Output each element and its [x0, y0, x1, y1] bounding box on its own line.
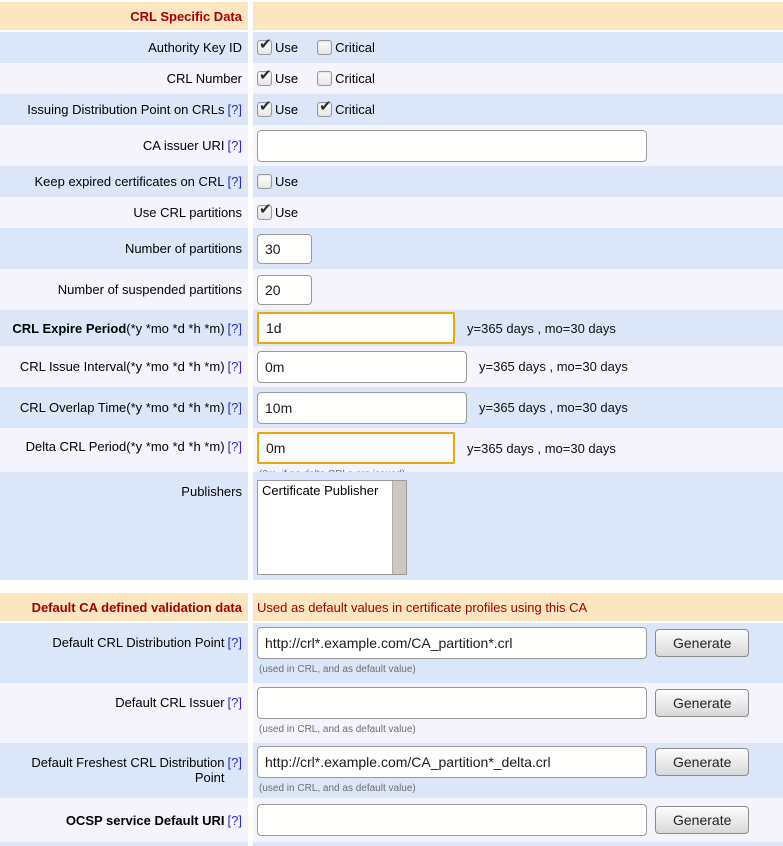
listbox-scrollbar[interactable]	[392, 481, 406, 574]
delta-crl-period-input[interactable]	[257, 432, 455, 464]
critical-checkbox[interactable]	[317, 102, 332, 117]
field-label-bold: OCSP service Default URI	[65, 812, 225, 828]
use-checkbox-label: Use	[275, 205, 299, 220]
crl-issue-interval-input[interactable]	[257, 351, 467, 383]
help-link[interactable]: [?]	[227, 812, 242, 828]
row-ocsp-service-default-uri	[0, 798, 783, 842]
days-hint: y=365 days , mo=30 days	[467, 440, 616, 456]
field-label: Keep expired certificates on CRL	[34, 174, 225, 189]
section-gap	[0, 580, 783, 593]
use-checkbox[interactable]	[257, 102, 272, 117]
help-link[interactable]: [?]	[227, 635, 242, 650]
critical-checkbox-label: Critical	[335, 102, 375, 117]
help-link[interactable]: [?]	[227, 174, 242, 189]
publishers-listbox[interactable]	[257, 480, 407, 575]
row-crl-expire-period	[0, 310, 783, 346]
next-row-sliver	[0, 842, 783, 846]
field-label: Delta CRL Period(*y *mo *d *h *m)	[25, 439, 225, 454]
field-label: CRL Number	[166, 71, 242, 86]
use-checkbox-label: Use	[275, 102, 299, 117]
crl-overlap-time-input[interactable]	[257, 392, 467, 424]
crl-default-note: (used in CRL, and as default value)	[259, 664, 416, 675]
field-label-bold: CRL Expire Period	[12, 320, 127, 336]
row-number-of-suspended-partitions	[0, 269, 783, 310]
section-header-default-validation-data	[0, 593, 783, 621]
field-label: CA issuer URI	[142, 138, 225, 153]
row-keep-expired-certificates	[0, 166, 783, 197]
field-label: Default CRL Distribution Point	[52, 635, 225, 650]
row-default-freshest-crl-distribution-point	[0, 743, 783, 798]
help-link[interactable]: [?]	[227, 755, 242, 770]
days-hint: y=365 days , mo=30 days	[479, 400, 628, 415]
row-default-crl-issuer	[0, 683, 783, 743]
crl-default-note: (used in CRL, and as default value)	[259, 724, 416, 735]
help-link[interactable]: [?]	[227, 102, 242, 117]
use-checkbox-label: Use	[275, 174, 299, 189]
generate-button[interactable]: Generate	[655, 689, 749, 717]
help-link[interactable]: [?]	[227, 439, 242, 454]
ocsp-service-default-uri-input[interactable]	[257, 804, 647, 836]
row-number-of-partitions	[0, 228, 783, 269]
generate-button[interactable]: Generate	[655, 806, 749, 834]
row-authority-key-id	[0, 32, 783, 63]
field-label: Authority Key ID	[148, 40, 242, 55]
row-crl-issue-interval	[0, 346, 783, 387]
default-crl-distribution-point-input[interactable]	[257, 627, 647, 659]
help-link[interactable]: [?]	[227, 320, 242, 336]
field-label-suffix: (*y *mo *d *h *m)	[126, 320, 225, 336]
row-crl-overlap-time	[0, 387, 783, 428]
use-checkbox[interactable]	[257, 205, 272, 220]
row-delta-crl-period	[0, 428, 783, 472]
row-publishers	[0, 472, 783, 580]
number-of-suspended-partitions-input[interactable]	[257, 275, 312, 305]
help-link[interactable]: [?]	[227, 695, 242, 710]
critical-checkbox[interactable]	[317, 71, 332, 86]
field-label: Number of partitions	[124, 241, 242, 256]
generate-button[interactable]: Generate	[655, 748, 749, 776]
use-checkbox[interactable]	[257, 40, 272, 55]
default-freshest-crl-distribution-point-input[interactable]	[257, 746, 647, 778]
generate-button[interactable]: Generate	[655, 629, 749, 657]
row-ca-issuer-uri	[0, 125, 783, 166]
use-checkbox[interactable]	[257, 71, 272, 86]
section-title: CRL Specific Data	[0, 2, 248, 30]
row-issuing-distribution-point	[0, 94, 783, 125]
use-checkbox-label: Use	[275, 40, 299, 55]
field-label: Publishers	[181, 484, 242, 499]
help-link[interactable]: [?]	[227, 359, 242, 374]
ca-issuer-uri-input[interactable]	[257, 130, 647, 162]
help-link[interactable]: [?]	[227, 400, 242, 415]
field-label: Use CRL partitions	[133, 205, 242, 220]
crl-expire-period-input[interactable]	[257, 312, 455, 344]
row-use-crl-partitions	[0, 197, 783, 228]
crl-specific-data-table	[0, 2, 783, 846]
field-label: CRL Overlap Time(*y *mo *d *h *m)	[19, 400, 225, 415]
number-of-partitions-input[interactable]	[257, 234, 312, 264]
days-hint: y=365 days , mo=30 days	[479, 359, 628, 374]
row-default-crl-distribution-point	[0, 623, 783, 683]
section-subtitle: Used as default values in certificate profiles using this CA	[253, 593, 783, 621]
help-link[interactable]: [?]	[227, 138, 242, 153]
field-label: Number of suspended partitions	[57, 282, 242, 297]
field-label: Default CRL Issuer	[115, 695, 225, 710]
default-crl-issuer-input[interactable]	[257, 687, 647, 719]
crl-default-note: (used in CRL, and as default value)	[259, 783, 416, 794]
days-hint: y=365 days , mo=30 days	[467, 320, 616, 336]
critical-checkbox-label: Critical	[335, 71, 375, 86]
critical-checkbox[interactable]	[317, 40, 332, 55]
field-label: CRL Issue Interval(*y *mo *d *h *m)	[19, 359, 225, 374]
use-checkbox-label: Use	[275, 71, 299, 86]
row-crl-number	[0, 63, 783, 94]
section-header-crl-specific-data	[0, 2, 783, 30]
field-label: Issuing Distribution Point on CRLs	[27, 102, 225, 117]
use-checkbox[interactable]	[257, 174, 272, 189]
field-label: Default Freshest CRL Distribution Point	[31, 755, 225, 785]
critical-checkbox-label: Critical	[335, 40, 375, 55]
publisher-option[interactable]: Certificate Publisher	[262, 483, 379, 498]
section-title: Default CA defined validation data	[0, 593, 248, 621]
